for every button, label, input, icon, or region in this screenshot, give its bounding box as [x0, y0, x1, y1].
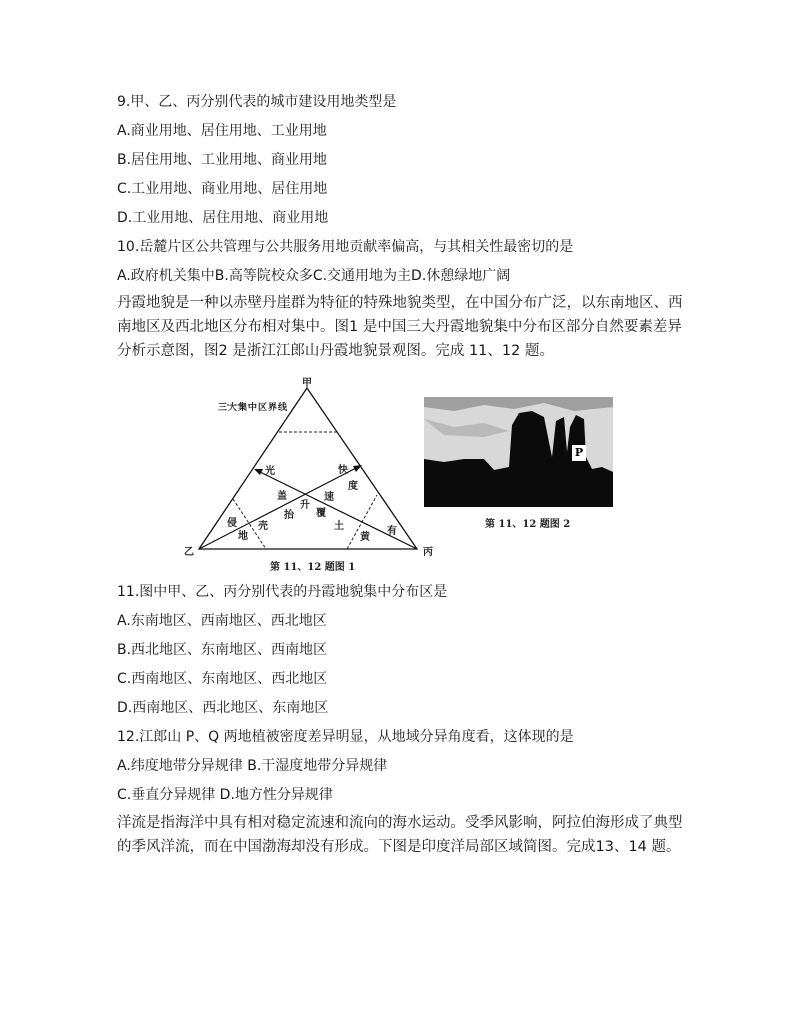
q9-option-d: D.工业用地、居住用地、商业用地 — [117, 210, 329, 226]
intro-11-12-line-1: 丹霞地貌是一种以赤壁丹崖群为特征的特殊地貌类型，在中国分布广泛，以东南地区、西 — [117, 295, 683, 311]
diagram-axis-char: 黄 — [360, 532, 370, 543]
diagram-axis-char: 壳 — [258, 521, 268, 532]
intro-13-14 — [117, 811, 683, 859]
q10-options: A.政府机关集中B.高等院校众多C.交通用地为主D.休憩绿地广阔 — [117, 268, 511, 284]
intro-11-12-line-3: 分析示意图，图2 是浙江江郎山丹霞地貌景观图。完成 11、12 题。 — [117, 343, 554, 359]
q9-option-a: A.商业用地、居住用地、工业用地 — [117, 123, 327, 139]
q11-option-d: D.西南地区、西北地区、东南地区 — [117, 700, 329, 716]
diagram-axis-char: 地 — [238, 531, 248, 542]
q11-option-a: A.东南地区、西南地区、西北地区 — [117, 613, 327, 629]
arrow-head-icon — [353, 465, 362, 472]
q12-stem: 12.江郎山 P、Q 两地植被密度差异明显，从地域分异角度看，这体现的是 — [117, 729, 574, 745]
q9-option-c: C.工业用地、商业用地、居住用地 — [117, 181, 328, 197]
diagram-axis-char: 快 — [338, 465, 348, 476]
diagram-axis-char: 盖 — [277, 491, 287, 502]
diagram-axis-char: 覆 — [316, 508, 326, 519]
diagram-axis-char: 抬 — [284, 510, 294, 521]
vertex-top-label: 甲 — [302, 378, 312, 389]
q11-option-b: B.西北地区、东南地区、西南地区 — [117, 642, 328, 658]
q12-options-line-2: C.垂直分异规律 D.地方性分异规律 — [117, 787, 333, 803]
diagram-axis-char: 侵 — [227, 518, 237, 529]
q9-option-b: B.居住用地、工业用地、商业用地 — [117, 152, 328, 168]
arrow-head-icon — [254, 469, 263, 475]
figure-1-caption: 第 11、12 题图 1 — [270, 562, 356, 573]
vertex-bottom-left-label: 乙 — [184, 547, 194, 558]
diagram-axis-char: 有 — [387, 526, 397, 537]
q10-stem: 10.岳麓片区公共管理与公共服务用地贡献率偏高，与其相关性最密切的是 — [117, 239, 574, 255]
marker-p: P — [572, 445, 586, 461]
intro-13-14-line-1: 洋流是指海洋中具有相对稳定流速和流向的海水运动。受季风影响，阿拉伯海形成了典型 — [117, 815, 683, 831]
diagram-axis-char: 速 — [324, 492, 334, 503]
q12-options-line-1: A.纬度地带分异规律 B.干湿度地带分异规律 — [117, 758, 388, 774]
q11-option-c: C.西南地区、东南地区、西北地区 — [117, 671, 328, 687]
diagram-axis-char: 度 — [348, 481, 358, 492]
diagram-axis-char: 升 — [300, 500, 310, 511]
intro-13-14-line-2: 的季风洋流，而在中国渤海却没有形成。下图是印度洋局部区域简图。完成13、14 题。 — [117, 839, 681, 855]
diagram-axis-char: 光 — [265, 466, 275, 477]
figure-1-legend-label: 三大集中区界线 — [218, 403, 289, 413]
figure-2-caption: 第 11、12 题图 2 — [485, 519, 571, 530]
intro-11-12-line-2: 南地区及西北地区分布相对集中。图1 是中国三大丹霞地貌集中分布区部分自然要素差异 — [117, 319, 682, 335]
q11-stem: 11.图中甲、乙、丙分别代表的丹霞地貌集中分布区是 — [117, 584, 448, 600]
diagram-axis-char: 土 — [334, 521, 344, 532]
q9-stem: 9.甲、乙、丙分别代表的城市建设用地类型是 — [117, 94, 397, 110]
vertex-bottom-right-label: 丙 — [423, 547, 433, 558]
